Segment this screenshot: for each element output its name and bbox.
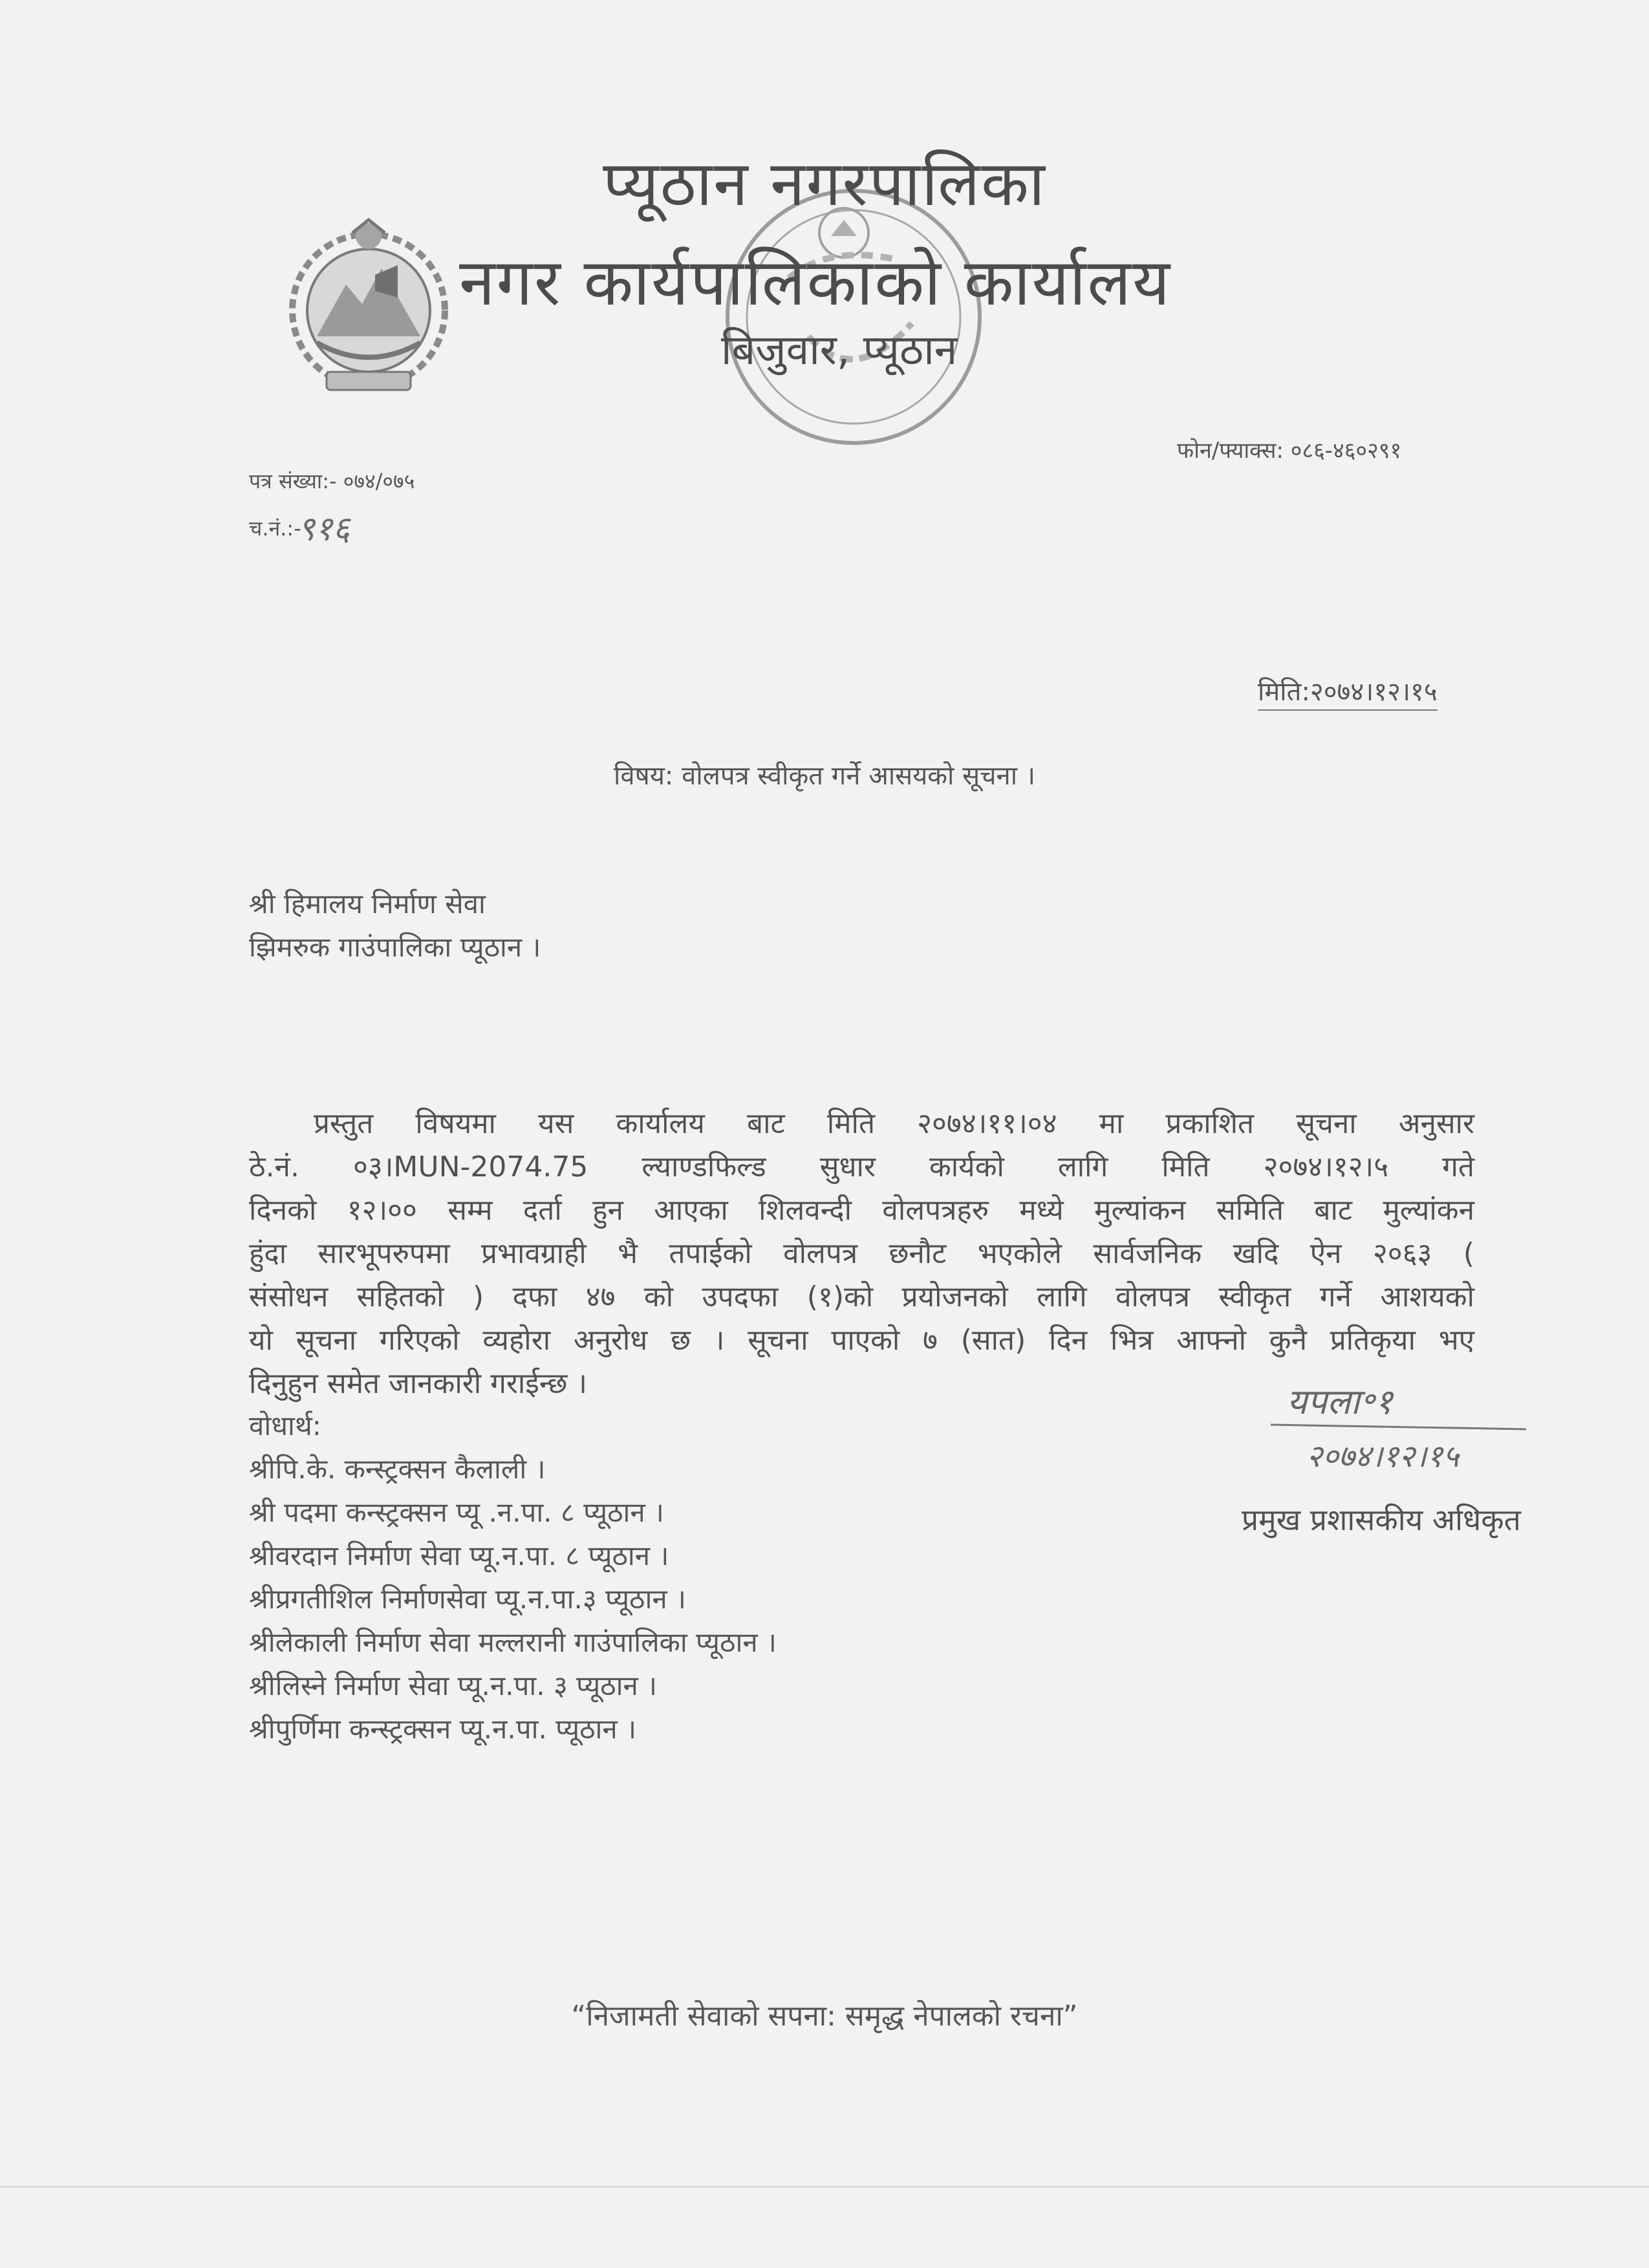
cc-item: श्रीवरदान निर्माण सेवा प्यू.न.पा. ८ प्यूठान ।	[249, 1540, 669, 1571]
cc-item: श्रीलिस्ने निर्माण सेवा प्यू.न.पा. ३ प्यूठान ।	[249, 1670, 658, 1701]
signature-line	[1271, 1424, 1526, 1431]
letter-number: पत्र संख्या:- ०७४/०७५	[249, 469, 415, 493]
cc-item: श्रीप्रगतीशिल निर्माणसेवा प्यू.न.पा.३ प्यूठान ।	[249, 1583, 686, 1615]
body-line: हुंदा सारभूपरुपमा प्रभावग्राही भै तपाईको वोलपत्र छनौट भएकोले सार्वजनिक खदि ऐन २०६३ (	[249, 1237, 1474, 1270]
body-line: यो सूचना गरिएको व्यहोरा अनुरोध छ । सूचना पाएको ७ (सात) दिन भित्र आफ्नो कुनै प्रतिकृया भए	[249, 1324, 1474, 1357]
dispatch-number-label: च.नं.:-	[249, 516, 301, 541]
letter-subject: विषय: वोलपत्र स्वीकृत गर्ने आसयको सूचना ।	[614, 761, 1035, 791]
nepal-emblem-icon	[278, 213, 459, 407]
cc-item: श्रीलेकाली निर्माण सेवा मल्लरानी गाउंपालिका प्यूठान ।	[249, 1626, 777, 1658]
municipality-name: प्यूठान नगरपालिका	[603, 147, 1046, 220]
office-location: बिजुवार, प्यूठान	[721, 327, 958, 374]
phone-fax: फोन/फ्याक्स: ०८६-४६०२९१	[1177, 438, 1402, 464]
cc-item: श्रीपि.के. कन्स्ट्रक्सन कैलाली ।	[249, 1453, 546, 1485]
officer-title: प्रमुख प्रशासकीय अधिकृत	[1242, 1502, 1521, 1537]
signature-date: २०७४।१२।१५	[1306, 1438, 1460, 1474]
recipient-address: झिमरुक गाउंपालिका प्यूठान ।	[249, 931, 541, 963]
scan-edge-divider	[0, 2186, 1649, 2188]
dispatch-number-handwritten: ९१६	[297, 510, 350, 548]
footer-motto: “निजामती सेवाको सपना: समृद्ध नेपालको रचना”	[571, 2000, 1078, 2033]
letter-date: मिति:२०७४।१२।१५	[1258, 673, 1438, 711]
cc-item: श्रीपुर्णिमा कन्स्ट्रक्सन प्यू.न.पा. प्यूठान ।	[249, 1713, 637, 1745]
body-line: संसोधन सहितको ) दफा ४७ को उपदफा (१)को प्रयोजनको लागि वोलपत्र स्वीकृत गर्ने आशयको	[249, 1280, 1474, 1313]
cc-heading: वोधार्थ:	[249, 1410, 321, 1442]
body-line: दिनको १२।०० सम्म दर्ता हुन आएका शिलवन्दी वोलपत्रहरु मध्ये मुल्यांकन समिति बाट मुल्यांकन	[249, 1194, 1474, 1227]
body-line: ठे.नं. ०३।MUN-2074.75 ल्याण्डफिल्ड सुधार कार्यको लागि मिति २०७४।१२।५ गते	[249, 1150, 1474, 1183]
body-line: प्रस्तुत विषयमा यस कार्यालय बाट मिति २०७४।११।०४ मा प्रकाशित सूचना अनुसार	[314, 1107, 1474, 1140]
recipient-name: श्री हिमालय निर्माण सेवा	[249, 888, 486, 920]
cc-item: श्री पदमा कन्स्ट्रक्सन प्यू .न.पा. ८ प्यूठान ।	[249, 1496, 664, 1528]
body-line: दिनुहुन समेत जानकारी गराईन्छ ।	[249, 1367, 587, 1400]
signature-handwritten: यपला॰१	[1287, 1381, 1393, 1422]
office-name: नगर कार्यपालिकाको कार्यालय	[459, 244, 1172, 320]
